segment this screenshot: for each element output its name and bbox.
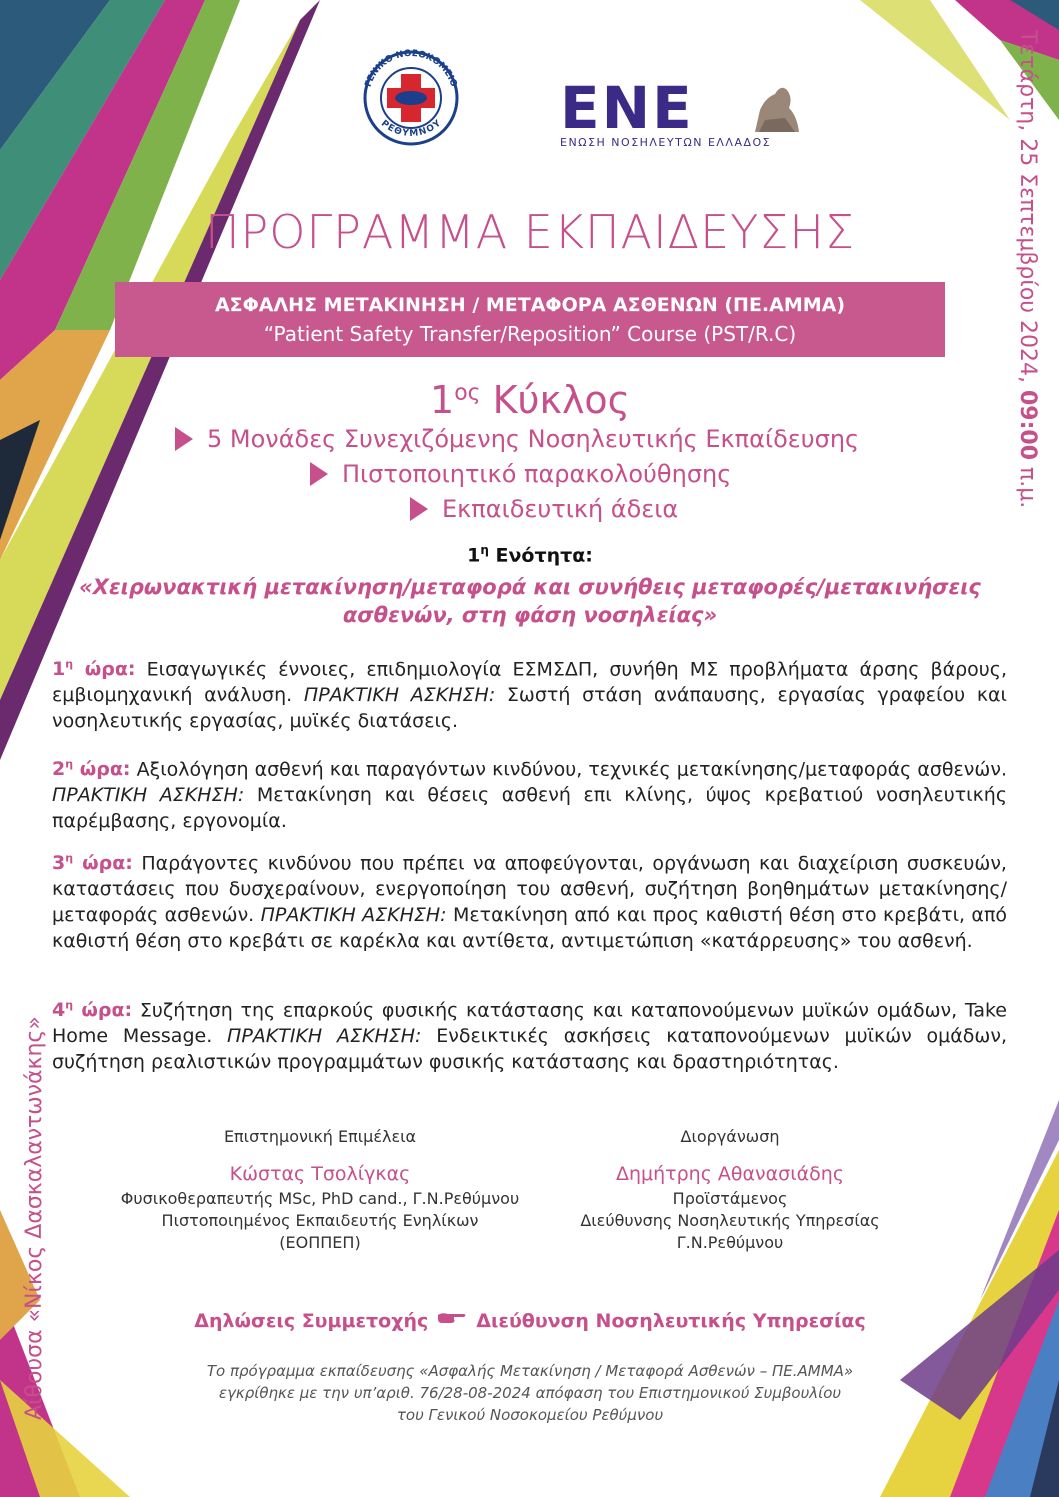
course-title-english: “Patient Safety Transfer/Reposition” Course (PST/R.C)	[263, 322, 797, 346]
hour-4	[52, 993, 1007, 1075]
ene-logo-letters: ΕΝΕ	[560, 74, 694, 142]
approval-footnote	[120, 1360, 940, 1426]
arrow-right-icon	[175, 427, 193, 451]
practice-text: Μετακίνηση και θέσεις ασθενή επι κλίνης, ύψος κρεβατιού νοσηλευτικής παρέμβασης, εργονομία.	[52, 784, 1007, 833]
registration-office: Διεύθυνση Νοσηλευτικής Υπηρεσίας	[476, 1310, 866, 1332]
scientific-line-2: Πιστοποιημένος Εκπαιδευτής Ενηλίκων	[161, 1211, 479, 1230]
event-time-suffix: π.μ.	[1015, 460, 1040, 509]
cycle-sup: ος	[454, 380, 481, 406]
practice-text: Μετακίνηση από και προς καθιστή θέση στο κρεβάτι, από καθιστή θέση στο κρεβάτι σε καρέκλα και αντίθετα, αντιμετώπιση «κατάρρευσης» του ασθενή.	[52, 904, 1008, 953]
hospital-logo-text-top: ΓΕΝΙΚΟ ΝΟΣΟΚΟΜΕΙΟ	[363, 48, 459, 89]
practice-text: Σωστή στάση ανάπαυσης, εργασίας γραφείου και νοσηλευτικής εργασίας, μυϊκές διατάσεις.	[52, 684, 1007, 733]
footnote-line-3: του Γενικού Νοσοκομείου Ρεθύμνου	[396, 1406, 664, 1424]
organization-line-1: Προϊστάμενος	[672, 1189, 788, 1208]
event-venue: Αίθουσα «Νίκος Δασκαλαντωνάκης»	[22, 1016, 47, 1420]
hour-number: 2	[52, 758, 66, 781]
hour-label	[52, 658, 136, 680]
ene-logo-subtitle: ΕΝΩΣΗ ΝΟΣΗΛΕΥΤΩΝ ΕΛΛΑΔΟΣ	[560, 136, 772, 149]
hour-text: Παράγοντες κινδύνου που πρέπει να αποφεύγονται, οργάνωση και διαχείριση συσκευών, καταστάσεις που δυσχεραίνουν, ενεργοποίηση του ασθενή, συζήτηση βοηθημάτων μετακίνησης/μεταφοράς ασθενών.	[52, 852, 1007, 927]
scientific-name: Κώστας Τσολίγκας	[229, 1163, 411, 1185]
unit-number: 1	[467, 544, 481, 567]
hour-1	[52, 652, 1007, 734]
hour-word: ώρα:	[73, 658, 136, 681]
hour-number: 4	[52, 999, 66, 1022]
practice-label: ΠΡΑΚΤΙΚΗ ΑΣΚΗΣΗ:	[52, 784, 245, 807]
bullet-text: Πιστοποιητικό παρακολούθησης	[342, 460, 732, 488]
scientific-heading: Επιστημονική Επιμέλεια	[223, 1127, 417, 1146]
practice-label: ΠΡΑΚΤΙΚΗ ΑΣΚΗΣΗ:	[260, 904, 447, 927]
hospital-logo	[355, 42, 467, 154]
course-title-greek: ΑΣΦΑΛΗΣ ΜΕΤΑΚΙΝΗΣΗ / ΜΕΤΑΦΟΡΑ ΑΣΘΕΝΩΝ (ΠΕ.ΑΜΜΑ)	[214, 294, 846, 316]
bullet-item-leave	[410, 495, 678, 523]
event-date-time	[1015, 30, 1040, 508]
hour-label	[52, 999, 132, 1021]
hospital-logo-text-bottom: ΡΕΘΥΜΝΟΥ	[379, 118, 443, 140]
hour-number: 1	[52, 658, 66, 681]
hour-label	[52, 852, 133, 874]
hour-word: ώρα:	[73, 852, 133, 875]
organization-name: Δημήτρης Αθανασιάδης	[616, 1163, 844, 1185]
hour-text: Συζήτηση της επαρκούς φυσικής κατάστασης και καταπονούμενων μυϊκών ομάδων, Take Home Message.	[52, 999, 1007, 1048]
page-title: ΠΡΟΓΡΑΜΜΑ ΕΚΠΑΙΔΕΥΣΗΣ	[204, 205, 856, 259]
footnote-line-1: Το πρόγραμμα εκπαίδευσης «Ασφαλής Μετακίνηση / Μεταφορά Ασθενών – ΠΕ.ΑΜΜΑ»	[206, 1362, 854, 1380]
hour-word: ώρα:	[73, 999, 133, 1022]
unit-heading	[120, 543, 940, 566]
arrow-right-icon	[410, 497, 428, 521]
registration-line	[120, 1310, 940, 1332]
registration-label: Δηλώσεις Συμμετοχής	[194, 1310, 429, 1332]
hour-sup: η	[65, 658, 74, 671]
hour-label	[52, 758, 131, 780]
scientific-line-3: (ΕΟΠΠΕΠ)	[279, 1233, 361, 1252]
organization-line-3: Γ.Ν.Ρεθύμνου	[676, 1233, 784, 1252]
unit-subtitle: «Χειρωνακτική μετακίνηση/μεταφορά και συνήθεις μεταφορές/μετακινήσεις ασθενών, στη φάση νοσηλείας»	[79, 575, 981, 627]
cycle-label: Κύκλος	[480, 378, 630, 422]
ene-logo	[560, 74, 810, 153]
arrow-right-icon	[310, 462, 328, 486]
bullet-item-certificate	[310, 460, 731, 488]
pointing-hand-icon	[436, 1311, 468, 1325]
unit-sup: η	[480, 543, 489, 557]
organization-line-2: Διεύθυνσης Νοσηλευτικής Υπηρεσίας	[580, 1211, 880, 1230]
event-date: Τετάρτη, 25 Σεπτεμβρίου 2024,	[1015, 30, 1040, 390]
bullet-text: Εκπαιδευτική άδεια	[442, 495, 679, 523]
hour-text: Εισαγωγικές έννοιες, επιδημιολογία ΕΣΜΣΔΠ, συνήθη ΜΣ προβλήματα άρσης βάρους, εμβιομηχανική ανάλυση.	[52, 658, 1007, 707]
hour-2	[52, 752, 1007, 834]
hour-number: 3	[52, 852, 66, 875]
practice-text: Ενδεικτικές ασκήσεις καταπονούμενων μυϊκών ομάδων, συζήτηση ρεαλιστικών προγραμμάτων φυσικής κατάστασης και δραστηριότητας.	[52, 1025, 1007, 1074]
hour-sup: η	[65, 758, 74, 771]
scientific-line-1: Φυσικοθεραπευτής MSc, PhD cand., Γ.Ν.Ρεθύμνου	[120, 1189, 520, 1208]
practice-label: ΠΡΑΚΤΙΚΗ ΑΣΚΗΣΗ:	[303, 684, 496, 707]
organization-heading: Διοργάνωση	[680, 1127, 780, 1146]
unit-label: Ενότητα:	[488, 544, 593, 567]
bullet-item-credits	[175, 425, 859, 453]
hour-3	[52, 846, 1007, 954]
ene-statue-icon	[745, 80, 805, 135]
bullet-text: 5 Μονάδες Συνεχιζόμενης Νοσηλευτικής Εκπαίδευσης	[207, 425, 860, 453]
hour-sup: η	[65, 999, 74, 1012]
footnote-line-2: εγκρίθηκε με την υπ’αριθ. 76/28-08-2024 απόφαση του Επιστημονικού Συμβουλίου	[218, 1384, 842, 1402]
hour-word: ώρα:	[73, 758, 131, 781]
cycle-heading	[120, 378, 940, 422]
hour-sup: η	[65, 852, 74, 865]
practice-label: ΠΡΑΚΤΙΚΗ ΑΣΚΗΣΗ:	[227, 1025, 422, 1048]
cycle-number: 1	[430, 378, 455, 422]
course-banner	[115, 282, 945, 357]
hour-text: Αξιολόγηση ασθενή και παραγόντων κινδύνου, τεχνικές μετακίνησης/μεταφοράς ασθενών.	[130, 758, 1007, 781]
event-time: 09:00	[1015, 389, 1040, 461]
